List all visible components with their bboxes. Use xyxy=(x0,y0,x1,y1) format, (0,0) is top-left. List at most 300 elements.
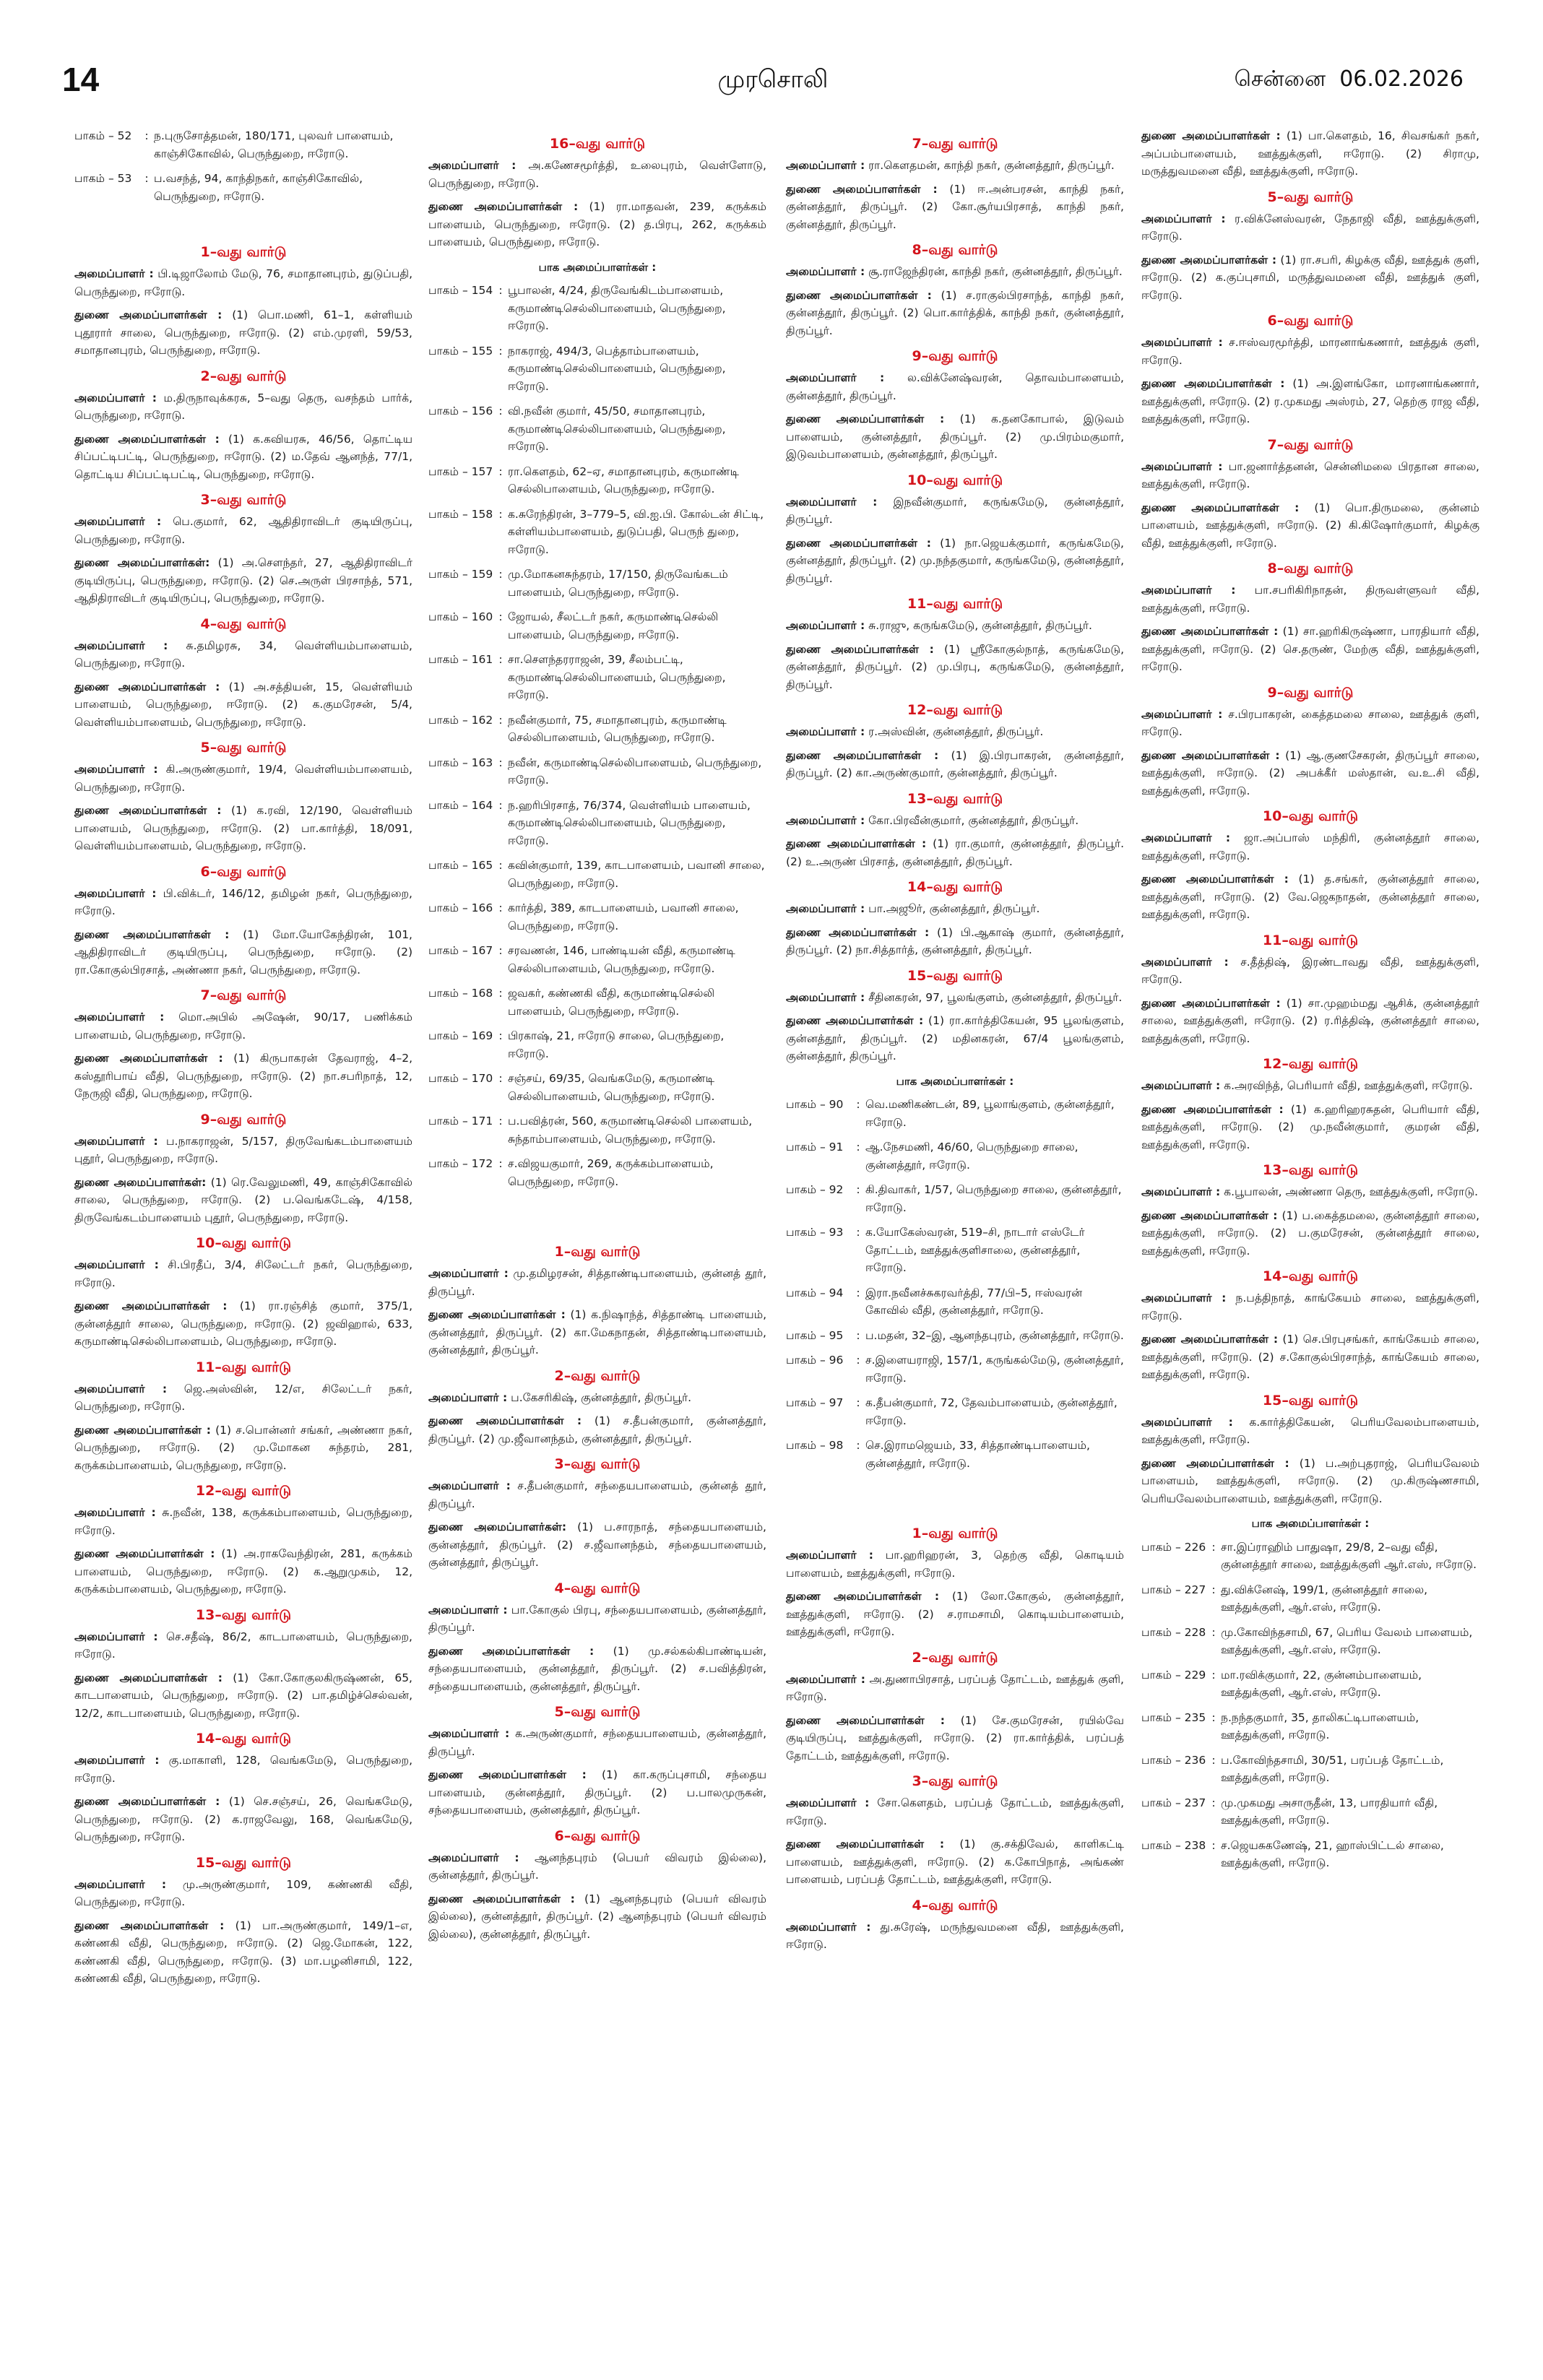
organizer-entry xyxy=(74,265,412,300)
role-label: துணை அமைப்பாளர்கள் : xyxy=(428,1644,595,1658)
organizer-entry xyxy=(786,1794,1124,1830)
organizer-details: சு.ராஜு, கருங்கமேடு, குன்னத்தூர், திருப்பூர். xyxy=(868,619,1092,632)
booth-entry xyxy=(786,1181,1124,1216)
organizer-details: (1) கோ.கோகுலகிருஷ்ணன், 65, காடபாளையம், பெருந்துறை, ஈரோடு. (2) பா.தமிழ்ச்செல்வன், 12/2, காடபாளையம், பெருந்துறை, ஈரோடு. xyxy=(74,1671,412,1720)
column-4 xyxy=(1141,127,1479,1879)
organizer-details: (1) த.சங்கர், குன்னத்தூர் சாலை, ஊத்துக்குளி, ஈரோடு. (2) வே.ஜெகநாதன், குன்னத்தூர் சாலை, ஊத்துக்குளி, ஈரோடு. xyxy=(1141,873,1479,921)
organizer-details: (1) சே.குமரேசன், ரயில்வே குடியிருப்பு, ஊத்துக்குளி, ஈரோடு. (2) ரா.கார்த்திக், பரப்பத் தோட்டம், ஊத்துக்குளி, ஈரோடு. xyxy=(786,1713,1124,1762)
booth-entry xyxy=(428,1070,766,1105)
organizer-entry xyxy=(786,535,1124,588)
role-label: துணை அமைப்பாளர்கள் : xyxy=(786,748,939,762)
organizer-details: (1) ஸ்ரீகோகுல்நாத், கருங்கமேடு, குன்னத்தூர், திருப்பூர். (2) மு.பிரபு, கருங்கமேடு, குன்னத்தூர், திருப்பூர். xyxy=(786,642,1124,691)
role-label: துணை அமைப்பாளர்கள் : xyxy=(1141,625,1279,638)
organizer-entry xyxy=(428,157,766,192)
organizer-details: (1) கிருபாகரன் தேவராஜ், 4–2, கஸ்தூரிபாய் வீதி, பெருந்துறை, ஈரோடு. (2) நா.சபரிநாத், 12, நேருஜி வீதி, பெருந்துறை, ஈரோடு. xyxy=(74,1052,412,1100)
separator: : xyxy=(498,464,503,478)
ward-heading: 3–வது வார்டு xyxy=(554,1456,641,1472)
edition-city: சென்னை xyxy=(1234,66,1326,92)
ward-heading: 5–வது வார்டு xyxy=(1267,189,1354,205)
organizer-details: ந.பத்திநாத், காங்கேயம் சாலை, ஊத்துக்குளி, ஈரோடு. xyxy=(1141,1291,1479,1323)
ward-heading: 12–வது வார்டு xyxy=(195,1483,292,1499)
booth-number: பாகம் – 160 xyxy=(428,610,493,623)
booth-organizer-details: மா.ரவிக்குமார், 22, குன்னம்பாளையம், ஊத்துக்குளி, ஆர்.எஸ், ஈரோடு. xyxy=(1221,1668,1422,1699)
role-label: அமைப்பாளர் : xyxy=(786,990,865,1004)
organizer-entry xyxy=(74,1050,412,1103)
booth-number: பாகம் – 171 xyxy=(428,1115,493,1128)
organizer-entry xyxy=(1141,706,1479,741)
ward-heading: 7–வது வார்டு xyxy=(1267,436,1354,453)
organizer-entry xyxy=(1141,747,1479,800)
organizer-details: (1) பா.கௌதம், 16, சிவசங்கர் நகர், அப்பம்பாளையம், ஊத்துக்குளி, ஈரோடு. (2) சிராமு, மருத்துவமனை வீதி, ஊத்துக்குளி, ஈரோடு. xyxy=(1141,129,1479,178)
booth-entry xyxy=(428,1155,766,1190)
role-label: அமைப்பாளர் : xyxy=(74,391,157,404)
organizer-details: (1) ரா.குமார், குன்னத்தூர், திருப்பூர். (2) உ.அருண் பிரசாத், குன்னத்தூர், திருப்பூர். xyxy=(786,837,1125,868)
separator: : xyxy=(498,798,503,812)
ward-heading: 13–வது வார்டு xyxy=(1262,1162,1359,1178)
spacer xyxy=(74,212,412,235)
booth-organizer-details: ப.பவித்ரன், 560, கருமாண்டிசெல்லி பாளையம், சுந்தாம்பாளையம், பெருந்துறை, ஈரோடு. xyxy=(508,1115,753,1146)
booth-entry xyxy=(786,1437,1124,1472)
organizer-details: (1) செ.பிரபுசங்கர், காங்கேயம் சாலை, ஊத்துக்குளி, ஈரோடு. (2) ச.கோகுல்பிரசாந்த், காங்கேயம் சாலை, ஊத்துக்குளி, ஈரோடு. xyxy=(1141,1333,1479,1381)
organizer-details: சி.பிரதீப், 3/4, சிலேட்டர் நகர், பெருந்துறை, ஈரோடு. xyxy=(74,1258,412,1289)
organizer-entry xyxy=(786,747,1124,782)
booth-number: பாகம் – 169 xyxy=(428,1029,493,1042)
role-label: துணை அமைப்பாளர்கள் : xyxy=(74,1918,225,1932)
organizer-details: (1) ச.தீபன்குமார், குன்னத்தூர், திருப்பூர். (2) மு.ஜீவானந்தம், குன்னத்தூர், திருப்பூர். xyxy=(428,1414,766,1445)
separator: : xyxy=(498,1157,503,1170)
organizer-details: (1) பா.அருண்குமார், 149/1–எ, கண்ணகி வீதி, பெருந்துறை, ஈரோடு. (2) ஜெ.மோகன், 122, கண்ணகி வீதி, பெருந்துறை, ஈரோடு. (3) மா.பழனிசாமி, 122, கண்ணகி வீதி, பெருந்துறை, ஈரோடு. xyxy=(74,1918,412,1985)
organizer-details: (1) ப.அற்புதராஜ், பெரியவேலம் பாளையம், ஊத்துக்குளி, ஈரோடு. (2) மு.கிருஷ்ணசாமி, பெரியவேலம்பாளையம், ஊத்துக்குளி, ஈரோடு. xyxy=(1141,1456,1479,1505)
role-label: அமைப்பாளர் : xyxy=(1141,459,1223,473)
organizer-entry xyxy=(74,1133,412,1168)
role-label: துணை அமைப்பாளர்கள் : xyxy=(74,1795,220,1808)
role-label: அமைப்பாளர் : xyxy=(786,1549,873,1562)
booth-entry xyxy=(1141,1581,1479,1617)
separator: : xyxy=(1211,1753,1216,1767)
organizer-details: (1) லோ.கோகுல், குன்னத்தூர், ஊத்துக்குளி, ஈரோடு. (2) ச.ராமசாமி, கொடியம்பாளையம், ஊத்துக்குளி, ஈரோடு. xyxy=(786,1590,1124,1638)
ward-heading: 9–வது வார்டு xyxy=(200,1111,287,1128)
booth-organizer-details: து.விக்னேஷ், 199/1, குன்னத்தூர் சாலை, ஊத்துக்குளி, ஆர்.எஸ், ஈரோடு. xyxy=(1221,1583,1428,1614)
booth-entry xyxy=(428,1027,766,1063)
organizer-entry xyxy=(1141,1207,1479,1260)
booth-entry xyxy=(428,651,766,704)
organizer-details: (1) ஈ.அன்பரசன், காந்தி நகர், குன்னத்தூர், திருப்பூர். (2) கோ.சூர்யபிரசாத், காந்தி நகர், குன்னத்தூர், திருப்பூர். xyxy=(786,182,1124,231)
booth-organizer-details: சஞ்சய், 69/35, வெங்கமேடு, கருமாண்டி செல்லிபாளையம், பெருந்துறை, ஈரோடு. xyxy=(508,1072,715,1103)
organizer-details: (1) சா.முஹம்மது ஆசிக், குன்னத்தூர் சாலை, ஊத்துக்குளி, ஈரோடு. (2) ர.ரித்திஷ், குன்னத்தூர் சாலை, ஊத்துக்குளி, ஈரோடு. xyxy=(1141,996,1480,1045)
newspaper-name: முரசொலி xyxy=(717,65,829,94)
separator: : xyxy=(498,610,503,623)
booth-entry xyxy=(1141,1837,1479,1872)
booth-entry xyxy=(428,754,766,789)
booth-organizer-details: பிரகாஷ், 21, ஈரோடு சாலை, பெருந்துறை, ஈரோடு. xyxy=(508,1029,725,1060)
booth-entry xyxy=(786,1224,1124,1277)
organizer-entry xyxy=(428,1306,766,1359)
role-label: துணை அமைப்பாளர்கள் : xyxy=(428,1308,566,1321)
organizer-entry xyxy=(74,761,412,796)
booth-entry xyxy=(1141,1539,1479,1574)
role-label: துணை அமைப்பாளர்கள் : xyxy=(428,1414,582,1427)
booth-number: பாகம் – 91 xyxy=(786,1141,844,1154)
booth-organizer-details: நவீன், கருமாண்டிசெல்லிபாளையம், பெருந்துறை, ஈரோடு. xyxy=(508,756,762,787)
separator: : xyxy=(498,404,503,417)
ward-heading: 9–வது வார்டு xyxy=(1267,684,1354,701)
organizer-details: அ.கணேசமூர்த்தி, உலைபுரம், வெள்ளோடு, பெருந்துறை, ஈரோடு. xyxy=(428,159,766,190)
organizer-entry xyxy=(786,410,1124,464)
role-label: துணை அமைப்பாளர்கள் : xyxy=(74,1052,223,1065)
separator: : xyxy=(856,1183,860,1196)
booth-number: பாகம் – 236 xyxy=(1141,1753,1206,1767)
separator: : xyxy=(1211,1796,1216,1809)
separator: : xyxy=(1211,1625,1216,1639)
role-label: அமைப்பாளர் : xyxy=(786,619,865,632)
organizer-details: ர.அஸ்வின், குன்னத்தூர், திருப்பூர். xyxy=(868,725,1044,738)
organizer-details: கோ.பிரவீன்குமார், குன்னத்தூர், திருப்பூர். xyxy=(868,813,1079,827)
role-label: அமைப்பாளர் : xyxy=(1141,584,1236,597)
organizer-entry xyxy=(1141,1101,1479,1154)
ward-heading: 1–வது வார்டு xyxy=(912,1526,998,1541)
role-label: அமைப்பாளர் : xyxy=(1141,1415,1233,1429)
role-label: துணை அமைப்பாளர்கள் : xyxy=(786,412,945,425)
booth-organizer-details: மு.முகமது அசாருதீன், 13, பாரதியார் வீதி, ஊத்துக்குளி, ஈரோடு. xyxy=(1221,1796,1438,1827)
organizer-details: ஜெ.அஸ்வின், 12/எ, சிலேட்டர் நகர், பெருந்துறை, ஈரோடு. xyxy=(74,1382,412,1413)
booth-organizer-details: சா.சௌந்தரராஜன், 39, சீலம்பட்டி, கருமாண்டிசெல்லிபாளையம், பெருந்துறை, ஈரோடு. xyxy=(508,653,726,701)
booth-organizer-details: மு.மோகனசுந்தரம், 17/150, திருவேங்கடம் பாளையம், பெருந்துறை, ஈரோடு. xyxy=(508,568,728,599)
organizer-details: (1) கு.சக்திவேல், காளிகட்டி பாளையம், ஊத்துக்குளி, ஈரோடு. (2) க.கோபிநாத், அங்கண் பாளையம், பரப்பத் தோட்டம், ஊத்துக்குளி, ஈரோடு. xyxy=(786,1838,1125,1886)
booth-number: பாகம் – 92 xyxy=(786,1183,844,1196)
booth-number: பாகம் – 228 xyxy=(1141,1625,1206,1639)
separator: : xyxy=(1211,1583,1216,1596)
separator: : xyxy=(498,344,503,358)
organizer-entry xyxy=(786,263,1124,281)
role-label: அமைப்பாளர் : xyxy=(74,763,158,776)
organizer-entry xyxy=(1141,127,1479,181)
role-label: அமைப்பாளர் : xyxy=(74,1258,159,1271)
booth-number: பாகம் – 154 xyxy=(428,284,493,297)
role-label: துணை அமைப்பாளர்கள் : xyxy=(786,536,931,550)
separator: : xyxy=(498,568,503,581)
ward-heading: 11–வது வார்டு xyxy=(907,596,1003,612)
booth-number: பாகம் – 155 xyxy=(428,344,493,358)
organizer-details: ச.ஈஸ்வரமூர்த்தி, மாரனாங்கணார், ஊத்துக் குளி, ஈரோடு. xyxy=(1141,336,1479,367)
organizer-entry xyxy=(428,1890,766,1944)
organizer-details: ம.திருநாவுக்கரசு, 5–வது தெரு, வசந்தம் பார்க், பெருந்துறை, ஈரோடு. xyxy=(74,391,412,422)
organizer-details: (1) ஆ.குணசேகரன், திருப்பூர் சாலை, ஊத்துக்குளி, ஈரோடு. (2) அபக்கீர் மஸ்தான், வ.உ.சி வீதி, ஊத்துக்குளி, ஈரோடு. xyxy=(1141,748,1479,797)
booth-number: பாகம் – 98 xyxy=(786,1439,844,1452)
organizer-details: (1) ரா.ரஞ்சித் குமார், 375/1, குன்னத்தூர் சாலை, பெருந்துறை, ஈரோடு. (2) ஜவிஹால், 633, கருமாண்டிசெல்லிபாளையம், பெருந்துறை, ஈரோடு. xyxy=(74,1299,412,1348)
organizer-entry xyxy=(1141,870,1479,924)
ward-heading: 1–வது வார்டு xyxy=(554,1244,641,1260)
separator: : xyxy=(1211,1838,1216,1852)
booth-organizer-details: நாகராஜ், 494/3, பெத்தாம்பாளையம், கருமாண்டிசெல்லிபாளையம், பெருந்துறை, ஈரோடு. xyxy=(508,344,726,393)
organizer-entry xyxy=(74,678,412,732)
organizer-details: ச.தீத்திஷ், இரண்டாவது வீதி, ஊத்துக்குளி, ஈரோடு. xyxy=(1141,955,1479,986)
organizer-entry xyxy=(428,1389,766,1407)
role-label: துணை அமைப்பாளர்கள் : xyxy=(786,1590,940,1603)
organizer-details: மு.அருண்குமார், 109, கண்ணகி வீதி, பெருந்துறை, ஈரோடு. xyxy=(74,1877,412,1908)
organizer-entry xyxy=(786,924,1124,959)
organizer-entry xyxy=(786,493,1124,529)
booth-number: பாகம் – 90 xyxy=(786,1098,844,1111)
role-label: அமைப்பாளர் : xyxy=(786,813,865,827)
booth-number: பாகம் – 159 xyxy=(428,568,493,581)
organizer-entry xyxy=(428,1601,766,1637)
organizer-details: மு.தமிழரசன், சித்தாண்டிபாளையம், குன்னத் தூர், திருப்பூர். xyxy=(428,1267,766,1298)
organizer-details: இநவீன்குமார், கருங்கமேடு, குன்னத்தூர், திருப்பூர். xyxy=(786,495,1125,526)
role-label: துணை அமைப்பாளர்கள் : xyxy=(786,1713,945,1727)
role-label: அமைப்பாளர் : xyxy=(428,1267,509,1280)
organizer-details: (1) பொ.மணி, 61–1, கள்ளியம் புதூரார் சாலை, பெருந்துறை, ஈரோடு. (2) எம்.முரளி, 59/53, சமாதானபுரம், பெருந்துறை, ஈரோடு. xyxy=(74,308,412,357)
ward-heading: 14–வது வார்டு xyxy=(195,1731,292,1747)
ward-heading: 4–வது வார்டு xyxy=(912,1897,998,1913)
role-label: துணை அமைப்பாளர்கள் : xyxy=(786,182,938,196)
organizer-entry xyxy=(74,1793,412,1846)
organizer-details: (1) க.ஹரிஹரசுதன், பெரியார் வீதி, ஊத்துக்குளி, ஈரோடு. (2) மு.நவீன்குமார், குமரன் வீதி, ஊத்துக்குளி, ஈரோடு. xyxy=(1141,1102,1479,1151)
role-label: துணை அமைப்பாளர்கள் : xyxy=(74,927,230,941)
role-label: அமைப்பாளர் : xyxy=(786,159,865,172)
separator: : xyxy=(144,129,149,142)
organizer-entry xyxy=(74,1628,412,1663)
booth-organizer-details: க.சுரேந்திரன், 3–779–5, வி.ஐ.பி. கோல்டன் சிட்டி, கள்ளியம்பாளையம், துடுப்பதி, பெருந் துறை, ஈரோடு. xyxy=(508,507,764,556)
organizer-entry xyxy=(1141,251,1479,305)
role-label: அமைப்பாளர் : xyxy=(786,265,865,278)
organizer-entry xyxy=(786,1671,1124,1706)
role-label: அமைப்பாளர் : xyxy=(786,371,885,384)
organizer-details: (1) க.தனகோபால், இடுவம் பாளையம், குன்னத்தூர், திருப்பூர். (2) மு.பிரம்மகுமார், இடுவம்பாளையம், குன்னத்தூர், திருப்பூர். xyxy=(786,412,1124,461)
booth-entry xyxy=(428,899,766,935)
organizer-details: ச.தீபன்குமார், சந்தையபாளையம், குன்னத் தூர், திருப்பூர். xyxy=(428,1479,766,1510)
organizer-details: (1) க.கவியரசு, 46/56, தொட்டிய சிப்பட்டிபட்டி, பெருந்துறை, ஈரோடு. (2) ம.தேவ் ஆனந்த், 77/1, தொட்டிய சிப்பட்டிபட்டி, பெருந்துறை, ஈரோடு. xyxy=(74,432,412,481)
organizer-entry xyxy=(786,641,1124,694)
ward-heading: 5–வது வார்டு xyxy=(200,740,287,756)
ward-heading: 12–வது வார்டு xyxy=(1262,1056,1359,1072)
organizer-entry xyxy=(786,812,1124,830)
organizer-details: (1) ரா.சபரி, கிழக்கு வீதி, ஊத்துக் குளி, ஈரோடு. (2) க.குப்புசாமி, மருத்துவமனை வீதி, ஊத்துக் குளி, ஈரோடு. xyxy=(1141,253,1479,302)
organizer-details: (1) அ.இளங்கோ, மாரனாங்கணார், ஊத்துக்குளி, ஈரோடு. (2) ர.முகமது அஸ்ரம், 27, தெற்கு ராஜ வீதி, ஊத்துக்குளி, ஈரோடு. xyxy=(1141,377,1479,425)
booth-organizer-details: க.தீபன்குமார், 72, தேவம்பாளையம், குன்னத்தூர், ஈரோடு. xyxy=(865,1396,1118,1427)
booth-entry xyxy=(428,608,766,644)
role-label: துணை அமைப்பாளர்கள்: xyxy=(74,1175,207,1189)
ward-heading: 6–வது வார்டு xyxy=(554,1827,641,1844)
organizer-entry xyxy=(428,1265,766,1300)
role-label: அமைப்பாளர் : xyxy=(786,1672,865,1686)
organizer-entry xyxy=(74,637,412,672)
booth-number: பாகம் – 238 xyxy=(1141,1838,1206,1852)
booth-organizer-details: சரவணன், 146, பாண்டியன் வீதி, கருமாண்டி செல்லிபாளையம், பெருந்துறை, ஈரோடு. xyxy=(508,944,735,975)
booth-number: பாகம் – 237 xyxy=(1141,1796,1206,1809)
role-label: அமைப்பாளர் : xyxy=(74,267,154,280)
role-label: அமைப்பாளர் : xyxy=(1141,831,1231,844)
ward-heading: 6–வது வார்டு xyxy=(1267,313,1354,329)
organizer-details: (1) மு.சல்கல்கிபாண்டியன், சந்தையபாளையம், குன்னத்தூர், திருப்பூர். (2) ச.பவித்திரன், சந்தையபாளையம், குன்னத்தூர், திருப்பூர். xyxy=(428,1644,767,1693)
booth-organizer-details: ந.ஹரிபிரசாத், 76/374, வெள்ளியம் பாளையம், கருமாண்டிசெல்லிபாளையம், பெருந்துறை, ஈரோடு. xyxy=(508,798,751,847)
organizer-entry xyxy=(1141,375,1479,428)
role-label: அமைப்பாளர் : xyxy=(428,159,517,172)
role-label: அமைப்பாளர் : xyxy=(786,1920,871,1934)
separator: : xyxy=(498,1029,503,1042)
organizer-entry xyxy=(1141,953,1479,989)
role-label: துணை அமைப்பாளர்கள் : xyxy=(1141,253,1277,267)
ward-heading: 15–வது வார்டு xyxy=(907,967,1003,984)
organizer-details: பி.டிஜாலோம் மேடு, 76, சமாதானபுரம், துடுப்பதி, பெருந்துறை, ஈரோடு. xyxy=(74,267,412,298)
booth-entry xyxy=(74,170,412,205)
organizer-entry xyxy=(1141,995,1479,1048)
booth-organizers-heading: பாக அமைப்பாளர்கள் : xyxy=(538,260,657,274)
organizer-entry xyxy=(786,1918,1124,1954)
ward-heading: 2–வது வார்டு xyxy=(912,1649,998,1666)
ward-heading: 5–வது வார்டு xyxy=(554,1704,641,1720)
role-label: துணை அமைப்பாளர்கள் : xyxy=(1141,1102,1284,1116)
organizer-entry xyxy=(428,1412,766,1448)
booth-entry xyxy=(1141,1709,1479,1744)
booth-organizer-details: ஜோயல், சீலட்டர் நகர், கருமாண்டிசெல்லி பாளையம், பெருந்துறை, ஈரோடு. xyxy=(508,610,719,641)
separator: : xyxy=(498,713,503,727)
ward-heading: 15–வது வார்டு xyxy=(1262,1392,1359,1408)
organizer-entry xyxy=(1141,1183,1479,1201)
role-label: அமைப்பாளர் : xyxy=(428,1727,510,1740)
ward-heading: 7–வது வார்டு xyxy=(200,987,287,1003)
separator: : xyxy=(498,987,503,1000)
booth-entry xyxy=(428,857,766,892)
organizer-details: (1) ப.கைத்தமலை, குன்னத்தூர் சாலை, ஊத்துக்குளி, ஈரோடு. (2) ப.குமரேசன், குன்னத்தூர் சாலை, ஊத்துக்குளி, ஈரோடு. xyxy=(1141,1208,1479,1258)
organizer-entry xyxy=(74,389,412,425)
booth-entry xyxy=(428,711,766,747)
booth-entry xyxy=(428,942,766,977)
ward-heading: 10–வது வார்டு xyxy=(195,1235,292,1251)
separator: : xyxy=(856,1396,860,1409)
organizer-entry xyxy=(74,1917,412,1988)
booth-entry xyxy=(1141,1666,1479,1702)
booth-number: பாகம் – 172 xyxy=(428,1157,493,1170)
booth-entry xyxy=(428,985,766,1020)
role-label: அமைப்பாளர் : xyxy=(1141,212,1226,225)
booth-organizer-details: நவீன்குமார், 75, சமாதானபுரம், கருமாண்டி செல்லிபாளையம், பெருந்துறை, ஈரோடு. xyxy=(508,713,727,744)
organizer-entry xyxy=(428,1518,766,1572)
booth-entry xyxy=(786,1327,1124,1345)
ward-heading: 1–வது வார்டு xyxy=(200,244,287,260)
organizer-details: (1) ப.சாரநாத், சந்தையபாளையம், குன்னத்தூர், திருப்பூர். (2) ச.ஜீவானந்தம், சந்தையபாளையம், குன்னத்தூர், திருப்பூர். xyxy=(428,1520,766,1569)
role-label: துணை அமைப்பாளர்கள் : xyxy=(74,308,222,321)
separator: : xyxy=(498,901,503,914)
role-label: துணை அமைப்பாளர்கள் : xyxy=(786,837,927,850)
role-label: துணை அமைப்பாளர்கள் : xyxy=(74,1299,228,1312)
ward-heading: 8–வது வார்டு xyxy=(912,242,998,258)
booth-organizer-details: ரா.கௌதம், 62–ஏ, சமாதானபுரம், கருமாண்டி செல்லிபாளையம், பெருந்துறை, ஈரோடு. xyxy=(508,464,739,496)
role-label: துணை அமைப்பாளர்கள் : xyxy=(74,1423,211,1437)
organizer-entry xyxy=(786,181,1124,234)
booth-entry xyxy=(428,402,766,456)
edition-date: 06.02.2026 xyxy=(1339,66,1464,92)
booth-number: பாகம் – 163 xyxy=(428,756,493,769)
booth-number: பாகம் – 168 xyxy=(428,987,493,1000)
separator: : xyxy=(498,756,503,769)
booth-organizer-details: கவின்குமார், 139, காடபாளையம், பவானி சாலை, பெருந்துறை, ஈரோடு. xyxy=(508,859,765,890)
organizer-entry xyxy=(74,306,412,360)
ward-heading: 10–வது வார்டு xyxy=(1262,808,1359,824)
booth-number: பாகம் – 235 xyxy=(1141,1710,1206,1724)
booth-organizer-details: வி.நவீன் குமார், 45/50, சமாதானபுரம், கருமாண்டிசெல்லிபாளையம், பெருந்துறை, ஈரோடு. xyxy=(508,404,726,453)
role-label: துணை அமைப்பாளர்கள் : xyxy=(428,1892,575,1905)
booth-number: பாகம் – 165 xyxy=(428,859,493,872)
separator: : xyxy=(856,1226,860,1239)
role-label: துணை அமைப்பாளர்கள் : xyxy=(1141,129,1281,142)
organizer-details: பா.ஜனார்த்தனன், சென்னிமலை பிரதான சாலை, ஊத்துக்குளி, ஈரோடு. xyxy=(1141,459,1479,490)
role-label: துணை அமைப்பாளர்கள் : xyxy=(1141,1456,1289,1470)
booth-number: பாகம் – 227 xyxy=(1141,1583,1206,1596)
booth-organizer-details: ஜவகர், கண்ணகி வீதி, கருமாண்டிசெல்லி பாளையம், பெருந்துறை, ஈரோடு. xyxy=(508,987,715,1018)
organizer-entry xyxy=(74,1504,412,1539)
organizer-details: ல.விக்னேஷ்வரன், தொவம்பாளையம், குன்னத்தூர், திருப்பூர். xyxy=(786,371,1124,402)
separator: : xyxy=(498,507,503,521)
booth-organizer-details: ச.ஜெயசுகணேஷ், 21, ஹாஸ்பிட்டல் சாலை, ஊத்துக்குளி, ஈரோடு. xyxy=(1221,1838,1444,1869)
role-label: துணை அமைப்பாளர்கள் : xyxy=(786,288,932,302)
booth-number: பாகம் – 162 xyxy=(428,713,493,727)
ward-heading: 2–வது வார்டு xyxy=(200,368,287,384)
organizer-details: மொ.அபில் அஷேன், 90/17, பணிக்கம் பாளையம், பெருந்துறை, ஈரோடு. xyxy=(74,1011,412,1042)
organizer-entry xyxy=(74,1256,412,1291)
separator: : xyxy=(1211,1668,1216,1682)
organizer-details: ஜா.அப்பாஸ் மந்திரி, குன்னத்தூர் சாலை, ஊத்துக்குளி, ஈரோடு. xyxy=(1141,831,1479,862)
booth-organizer-details: ஆ.நேசமணி, 46/60, பெருந்துறை சாலை, குன்னத்தூர், ஈரோடு. xyxy=(865,1141,1079,1172)
booth-number: பாகம் – 157 xyxy=(428,464,493,478)
organizer-entry xyxy=(74,1421,412,1475)
booth-entry xyxy=(1141,1794,1479,1830)
organizer-details: பா.சபரிகிரிநாதன், திருவள்ளுவர் வீதி, ஊத்துக்குளி, ஈரோடு. xyxy=(1141,584,1479,615)
ward-heading: 11–வது வார்டு xyxy=(1262,932,1359,948)
separator: : xyxy=(498,944,503,957)
booth-entry xyxy=(428,506,766,559)
booth-entry xyxy=(428,566,766,601)
organizer-entry xyxy=(786,1012,1124,1065)
organizer-entry xyxy=(1141,1289,1479,1325)
role-label: துணை அமைப்பாளர்கள் : xyxy=(74,804,222,817)
booth-number: பாகம் – 93 xyxy=(786,1226,844,1239)
separator: : xyxy=(856,1286,860,1299)
role-label: துணை அமைப்பாளர்கள்: xyxy=(74,556,210,569)
organizer-details: பி.விக்டர், 146/12, தமிழன் நகர், பெருந்துறை, ஈரோடு. xyxy=(74,886,412,917)
column-3 xyxy=(786,127,1124,1960)
booth-entry xyxy=(428,797,766,850)
organizer-details: பெ.குமார், 62, ஆதிதிராவிடர் குடியிருப்பு, பெருந்துறை, ஈரோடு. xyxy=(74,515,413,546)
role-label: அமைப்பாளர் : xyxy=(1141,336,1223,349)
role-label: அமைப்பாளர் : xyxy=(74,639,168,652)
organizer-entry xyxy=(786,287,1124,340)
booth-entry xyxy=(1141,1752,1479,1787)
ward-heading: 16–வது வார்டு xyxy=(549,136,646,152)
separator: : xyxy=(1211,1540,1216,1554)
ward-heading: 15–வது வார்டு xyxy=(195,1854,292,1871)
separator: : xyxy=(856,1141,860,1154)
role-label: அமைப்பாளர் : xyxy=(786,725,865,738)
organizer-details: ப.கேசரிகிஷ், குன்னத்தூர், திருப்பூர். xyxy=(511,1390,692,1404)
organizer-details: (1) செ.சஞ்சய், 26, வெங்கமேடு, பெருந்துறை, ஈரோடு. (2) க.ராஜவேலு, 168, வெங்கமேடு, பெருந்துறை, ஈரோடு. xyxy=(74,1795,412,1843)
ward-heading: 3–வது வார்டு xyxy=(912,1773,998,1789)
booth-entry xyxy=(428,463,766,498)
organizer-entry xyxy=(74,926,412,979)
organizer-details: க.அரவிந்த், பெரியார் வீதி, ஊத்துக்குளி, ஈரோடு. xyxy=(1224,1079,1473,1092)
booth-number: பாகம் – 53 xyxy=(74,172,132,185)
role-label: அமைப்பாளர் : xyxy=(428,1603,508,1617)
ward-heading: 4–வது வார்டு xyxy=(554,1580,641,1596)
organizer-details: (1) சா.ஹரிகிருஷ்ணா, பாரதியார் வீதி, ஊத்துக்குளி, ஈரோடு. (2) செ.தருண், மேற்கு வீதி, ஊத்துக்குளி, ஈரோடு. xyxy=(1141,625,1479,673)
organizer-entry xyxy=(786,835,1124,870)
role-label: துணை அமைப்பாளர்கள் : xyxy=(786,1838,945,1851)
separator: : xyxy=(856,1439,860,1452)
separator: : xyxy=(856,1354,860,1367)
page-number: 14 xyxy=(62,61,100,98)
role-label: அமைப்பாளர் : xyxy=(786,1796,870,1809)
booth-number: பாகம் – 97 xyxy=(786,1396,844,1409)
organizer-details: (1) அ.சத்தியன், 15, வெள்ளியம் பாளையம், பெருந்துறை, ஈரோடு. (2) க.குமரேசன், 5/4, வெள்ளியம்பாளையம், பெருந்துறை, ஈரோடு. xyxy=(74,680,412,729)
